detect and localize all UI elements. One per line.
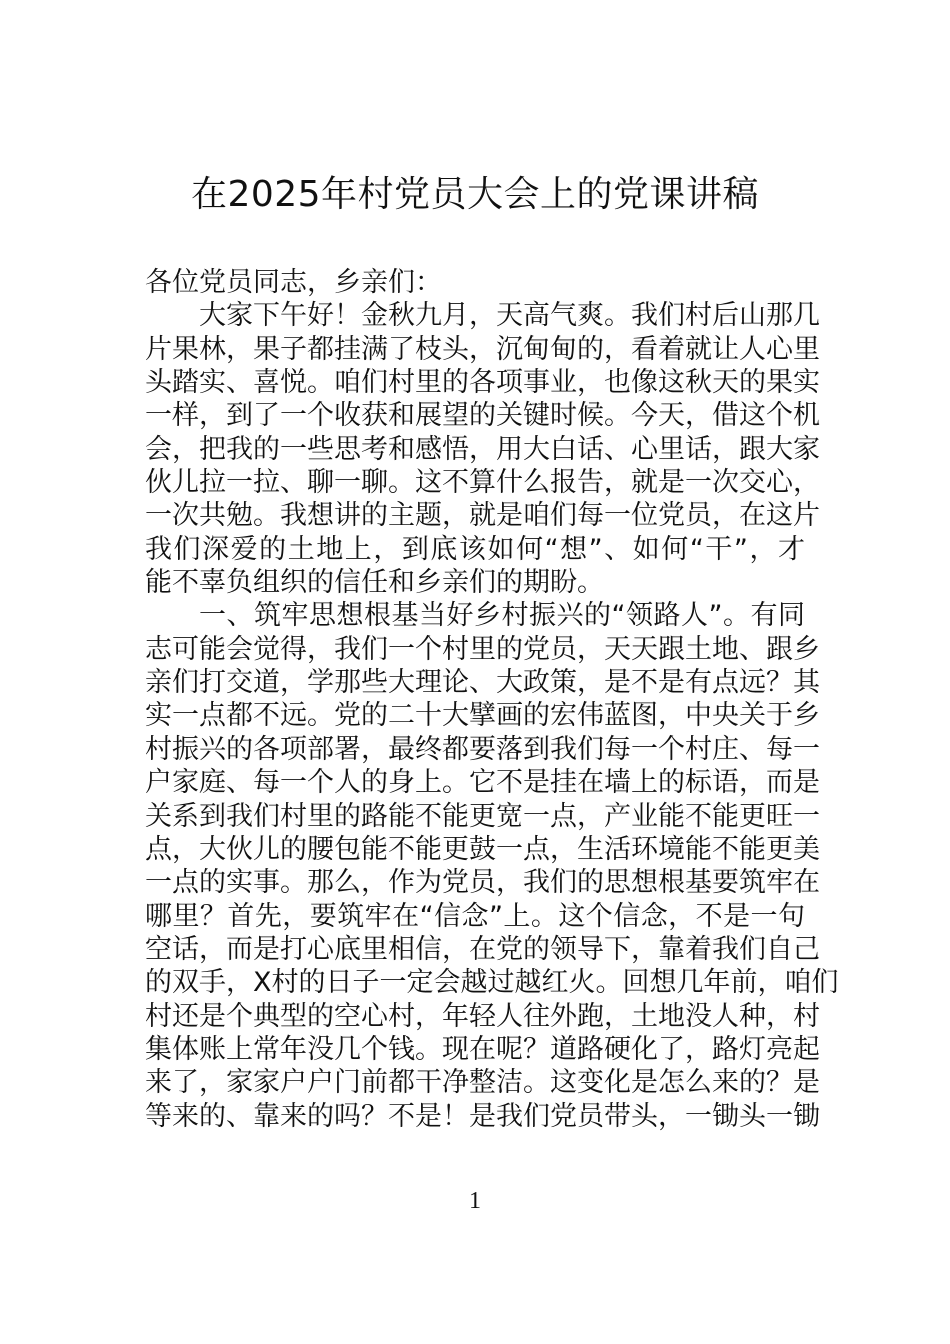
page-number: 1 xyxy=(469,1188,481,1214)
paragraph-line: 亲们打交道，学那些大理论、大政策，是不是有点远？其 xyxy=(145,667,820,699)
paragraph-line: 户家庭、每一个人的身上。它不是挂在墙上的标语，而是 xyxy=(145,767,820,799)
paragraph-line: 一点的实事。那么，作为党员，我们的思想根基要筑牢在 xyxy=(145,867,820,899)
document-body xyxy=(145,266,839,1133)
paragraph-line: 头踏实、喜悦。咱们村里的各项事业，也像这秋天的果实 xyxy=(145,367,820,399)
paragraph-line: 来了，家家户户门前都干净整洁。这变化是怎么来的？是 xyxy=(145,1067,820,1099)
paragraph-line: 村还是个典型的空心村，年轻人往外跑，土地没人种，村 xyxy=(145,1000,820,1032)
paragraph-line: 能不辜负组织的信任和乡亲们的期盼。 xyxy=(145,567,604,599)
paragraph-line: 等来的、靠来的吗？不是！是我们党员带头，一锄头一锄 xyxy=(145,1100,820,1132)
paragraph-line: 一、筑牢思想根基当好乡村振兴的“领路人”。有同 xyxy=(199,600,805,632)
paragraphs xyxy=(145,299,839,1133)
paragraph-line: 实一点都不远。党的二十大擘画的宏伟蓝图，中央关于乡 xyxy=(145,700,820,732)
paragraph-line: 空话，而是打心底里相信，在党的领导下，靠着我们自己 xyxy=(145,933,820,965)
paragraph-line: 关系到我们村里的路能不能更宽一点，产业能不能更旺一 xyxy=(145,800,820,832)
salutation: 各位党员同志，乡亲们： xyxy=(145,267,442,298)
paragraph-line: 一次共勉。我想讲的主题，就是咱们每一位党员，在这片 xyxy=(145,500,820,532)
paragraph-line: 伙儿拉一拉、聊一聊。这不算什么报告，就是一次交心， xyxy=(145,467,820,499)
document-title: 在2025年村党员大会上的党课讲稿 xyxy=(190,174,760,215)
paragraph-line: 哪里？首先，要筑牢在“信念”上。这个信念，不是一句 xyxy=(145,900,805,932)
paragraph-line: 我们深爱的土地上，到底该如何“想”、如何“干”，才 xyxy=(145,533,805,565)
paragraph-line: 志可能会觉得，我们一个村里的党员，天天跟土地、跟乡 xyxy=(145,633,820,665)
paragraph-line: 的双手，X村的日子一定会越过越红火。回想几年前，咱们 xyxy=(145,967,839,999)
paragraph-line: 会，把我的一些思考和感悟，用大白话、心里话，跟大家 xyxy=(145,433,820,465)
paragraph-line: 村振兴的各项部署，最终都要落到我们每一个村庄、每一 xyxy=(145,733,820,765)
paragraph-line: 片果林，果子都挂满了枝头，沉甸甸的，看着就让人心里 xyxy=(145,333,820,365)
paragraph-line: 一样，到了一个收获和展望的关键时候。今天，借这个机 xyxy=(145,400,820,432)
paragraph-line: 大家下午好！金秋九月，天高气爽。我们村后山那几 xyxy=(199,300,820,332)
paragraph-line: 集体账上常年没几个钱。现在呢？道路硬化了，路灯亮起 xyxy=(145,1033,820,1065)
paragraph-line: 点，大伙儿的腰包能不能更鼓一点，生活环境能不能更美 xyxy=(145,833,820,865)
